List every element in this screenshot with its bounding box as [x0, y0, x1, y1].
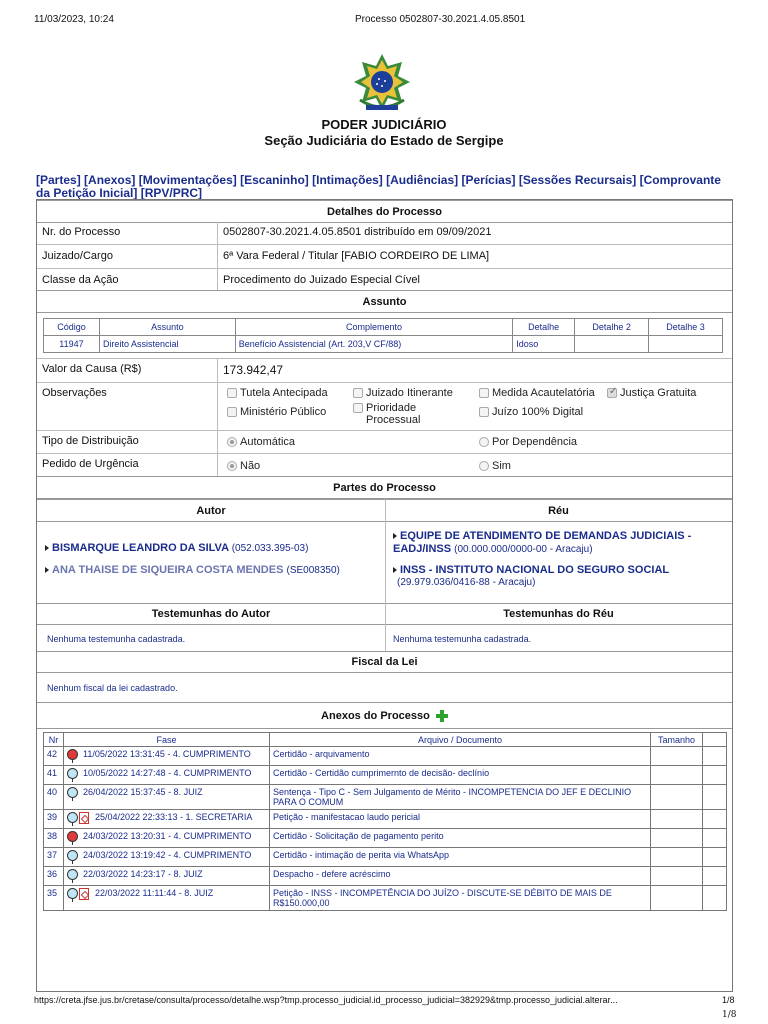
assunto-codigo: 11947	[44, 336, 100, 353]
juizado-label: Juizado/Cargo	[42, 250, 113, 262]
urgencia-label: Pedido de Urgência	[42, 458, 139, 470]
assunto-complemento: Benefício Assistencial (Art. 203,V CF/88)	[235, 336, 512, 353]
anexo-documento-link[interactable]: Certidão - Certidão cumprimernto de decisão- declínio	[269, 766, 650, 785]
testemunhas-autor-text: Nenhuma testemunha cadastrada.	[47, 634, 186, 644]
checkbox-justica-gratuita[interactable]: ✓ Justiça Gratuita	[607, 387, 696, 399]
table-row	[44, 886, 727, 911]
assunto-col-codigo: Código	[44, 319, 100, 336]
anexo-nr: 38	[44, 829, 64, 848]
nav-link-partes[interactable]: [Partes]	[36, 173, 81, 187]
checkbox-medida-acautelatoria[interactable]: Medida Acautelatória	[479, 387, 595, 399]
anexo-nr: 35	[44, 886, 64, 911]
testemunhas-autor-header: Testemunhas do Autor	[37, 603, 385, 625]
anexo-documento-link[interactable]: Petição - INSS - INCOMPETÊNCIA DO JUÍZO - DISCUTE-SE DÉBITO DE MAIS DE R$150.000,00	[269, 886, 650, 911]
anexo-fase: 22/03/2022 14:23:17 - 8. JUIZ	[63, 867, 269, 886]
anexo-nr: 41	[44, 766, 64, 785]
radio-por-dependencia[interactable]: Por Dependência	[479, 436, 577, 448]
classe-value: Procedimento do Juizado Especial Cível	[223, 274, 420, 286]
distribuicao-label: Tipo de Distribuição	[42, 435, 139, 447]
classe-label: Classe da Ação	[42, 274, 119, 286]
assunto-detalhe: Idoso	[513, 336, 575, 353]
assunto-col-complemento: Complemento	[235, 319, 512, 336]
anexo-tamanho	[651, 867, 703, 886]
observacoes-label: Observações	[42, 387, 107, 399]
anexo-fase: 24/03/2022 13:20:31 - 4. CUMPRIMENTO	[63, 829, 269, 848]
pin-blue-icon[interactable]	[67, 850, 77, 864]
anexo-fase: 11/05/2022 13:31:45 - 4. CUMPRIMENTO	[63, 747, 269, 766]
anexo-fase: 24/03/2022 13:19:42 - 4. CUMPRIMENTO	[63, 848, 269, 867]
pin-blue-icon[interactable]	[67, 888, 77, 902]
testemunhas-reu-header: Testemunhas do Réu	[385, 603, 732, 625]
assunto-assunto: Direito Assistencial	[99, 336, 235, 353]
assunto-table	[43, 318, 723, 353]
anexos-section-title: Anexos do Processo	[37, 702, 732, 729]
anexo-documento-link[interactable]: Despacho - defere acréscimo	[269, 867, 650, 886]
anexo-nr: 42	[44, 747, 64, 766]
anexo-documento-link[interactable]: Petição - manifestacao laudo pericial	[269, 810, 650, 829]
page-counter: 1/8	[722, 1010, 737, 1020]
anexo-documento-link[interactable]: Certidão - Solicitação de pagamento perito	[269, 829, 650, 848]
anexo-nr: 37	[44, 848, 64, 867]
pin-blue-icon[interactable]	[67, 869, 77, 883]
anexo-fase: 26/04/2022 15:37:45 - 8. JUIZ	[63, 785, 269, 810]
nav-link-escaninho[interactable]: [Escaninho]	[240, 173, 309, 187]
anexo-tamanho	[651, 785, 703, 810]
heading-poder-judiciario: PODER JUDICIÁRIO	[321, 117, 447, 132]
table-row	[44, 867, 727, 886]
reu-header: Réu	[385, 499, 732, 522]
anexo-tamanho	[651, 747, 703, 766]
table-row	[44, 829, 727, 848]
nav-links	[36, 174, 730, 200]
nr-processo-label: Nr. do Processo	[42, 226, 121, 238]
autor-party-2[interactable]: ANA THAISE DE SIQUEIRA COSTA MENDES (SE008350)	[45, 564, 340, 576]
anexo-nr: 40	[44, 785, 64, 810]
anexo-tamanho	[651, 766, 703, 785]
autor-header: Autor	[37, 499, 385, 522]
assunto-col-detalhe: Detalhe	[513, 319, 575, 336]
anexo-tamanho	[651, 886, 703, 911]
anexos-col-nr: Nr	[44, 733, 64, 747]
anexo-fase: 25/04/2022 22:33:13 - 1. SECRETARIA	[63, 810, 269, 829]
pin-blue-icon[interactable]	[67, 787, 77, 801]
anexo-nr: 39	[44, 810, 64, 829]
heading-secao-judiciaria: Seção Judiciária do Estado de Sergipe	[264, 133, 504, 148]
anexo-documento-link[interactable]: Sentença - Tipo C - Sem Julgamento de Mérito - INCOMPETENCIA DO JEF E DECLINIO PARA O COMUM	[269, 785, 650, 810]
pdf-icon[interactable]	[79, 888, 89, 900]
details-section-title: Detalhes do Processo	[37, 200, 732, 223]
checkbox-juizo-digital[interactable]: Juízo 100% Digital	[479, 406, 583, 418]
table-row	[44, 785, 727, 810]
reu-party-2[interactable]: INSS - INSTITUTO NACIONAL DO SEGURO SOCIAL (29.979.036/0416-88 - Aracaju)	[393, 564, 728, 589]
anexos-col-documento: Arquivo / Documento	[269, 733, 650, 747]
print-footer-url: https://creta.jfse.jus.br/cretase/consulta/processo/detalhe.wsp?tmp.processo_judicial.id_processo_judicial=382929&tmp.processo_judicial.alterar...	[34, 995, 618, 1005]
process-details-panel	[36, 199, 733, 992]
nav-link-pericias[interactable]: [Perícias]	[461, 173, 516, 187]
anexo-nr: 36	[44, 867, 64, 886]
anexo-tamanho	[651, 810, 703, 829]
anexo-tamanho	[651, 848, 703, 867]
anexo-documento-link[interactable]: Certidão - arquivamento	[269, 747, 650, 766]
assunto-col-detalhe3: Detalhe 3	[649, 319, 723, 336]
assunto-detalhe3	[649, 336, 723, 353]
pin-red-icon[interactable]	[67, 831, 77, 845]
pin-red-icon[interactable]	[67, 749, 77, 763]
radio-automatica[interactable]: Automática	[227, 436, 295, 448]
print-page-number: 1/8	[722, 995, 735, 1005]
nav-link-audiencias[interactable]: [Audiências]	[386, 173, 459, 187]
checkbox-prioridade-processual[interactable]: Prioridade Processual	[353, 402, 463, 426]
autor-party-1[interactable]: BISMARQUE LEANDRO DA SILVA (052.033.395-03)	[45, 542, 308, 554]
nr-processo-value: 0502807-30.2021.4.05.8501 distribuído em 09/09/2021	[223, 226, 492, 238]
nav-link-sessoes-recursais[interactable]: [Sessões Recursais]	[518, 173, 637, 187]
brazil-coat-of-arms-icon	[352, 52, 412, 114]
add-anexo-icon[interactable]	[436, 710, 448, 722]
anexos-col-tamanho: Tamanho	[651, 733, 703, 747]
anexo-fase: 10/05/2022 14:27:48 - 4. CUMPRIMENTO	[63, 766, 269, 785]
anexos-table	[43, 732, 727, 911]
assunto-col-detalhe2: Detalhe 2	[575, 319, 649, 336]
fiscal-section-title: Fiscal da Lei	[37, 651, 732, 673]
pin-blue-icon[interactable]	[67, 812, 77, 826]
fiscal-text: Nenhum fiscal da lei cadastrado.	[47, 683, 178, 693]
checkbox-ministerio-publico[interactable]: Ministério Público	[227, 406, 326, 418]
radio-sim[interactable]: Sim	[479, 460, 511, 472]
anexo-tamanho	[651, 829, 703, 848]
nav-link-comprovante[interactable]: [Comprovante da Petição Inicial]	[36, 173, 721, 200]
nav-link-rpv-prc[interactable]: [RPV/PRC]	[140, 186, 203, 200]
valor-label: Valor da Causa (R$)	[42, 363, 142, 375]
anexos-col-fase: Fase	[63, 733, 269, 747]
valor-value: 173.942,47	[223, 363, 284, 377]
assunto-section-title: Assunto	[37, 290, 732, 313]
pin-blue-icon[interactable]	[67, 768, 77, 782]
reu-party-1[interactable]: EQUIPE DE ATENDIMENTO DE DEMANDAS JUDICIAIS - EADJ/INSS (00.000.000/0000-00 - Aracaju)	[393, 530, 692, 555]
table-row	[44, 810, 727, 829]
nav-link-movimentacoes[interactable]: [Movimentações]	[138, 173, 237, 187]
nav-link-intimacoes[interactable]: [Intimações]	[312, 173, 383, 187]
print-datetime: 11/03/2023, 10:24	[34, 14, 114, 25]
partes-section-title: Partes do Processo	[37, 476, 732, 499]
assunto-detalhe2	[575, 336, 649, 353]
table-row	[44, 336, 723, 353]
anexo-fase: 22/03/2022 11:11:44 - 8. JUIZ	[63, 886, 269, 911]
anexo-documento-link[interactable]: Certidão - intimação de perita via WhatsApp	[269, 848, 650, 867]
juizado-value: 6ª Vara Federal / Titular [FABIO CORDEIRO DE LIMA]	[223, 250, 490, 262]
print-page-title: Processo 0502807-30.2021.4.05.8501	[355, 14, 526, 25]
table-row	[44, 747, 727, 766]
nav-link-anexos[interactable]: [Anexos]	[84, 173, 136, 187]
checkbox-tutela-antecipada[interactable]: Tutela Antecipada	[227, 387, 328, 399]
assunto-col-assunto: Assunto	[99, 319, 235, 336]
table-row	[44, 766, 727, 785]
radio-nao[interactable]: Não	[227, 460, 260, 472]
table-row	[44, 848, 727, 867]
checkbox-juizado-itinerante[interactable]: Juizado Itinerante	[353, 387, 453, 399]
pdf-icon[interactable]	[79, 812, 89, 824]
testemunhas-reu-text: Nenhuma testemunha cadastrada.	[393, 634, 532, 644]
